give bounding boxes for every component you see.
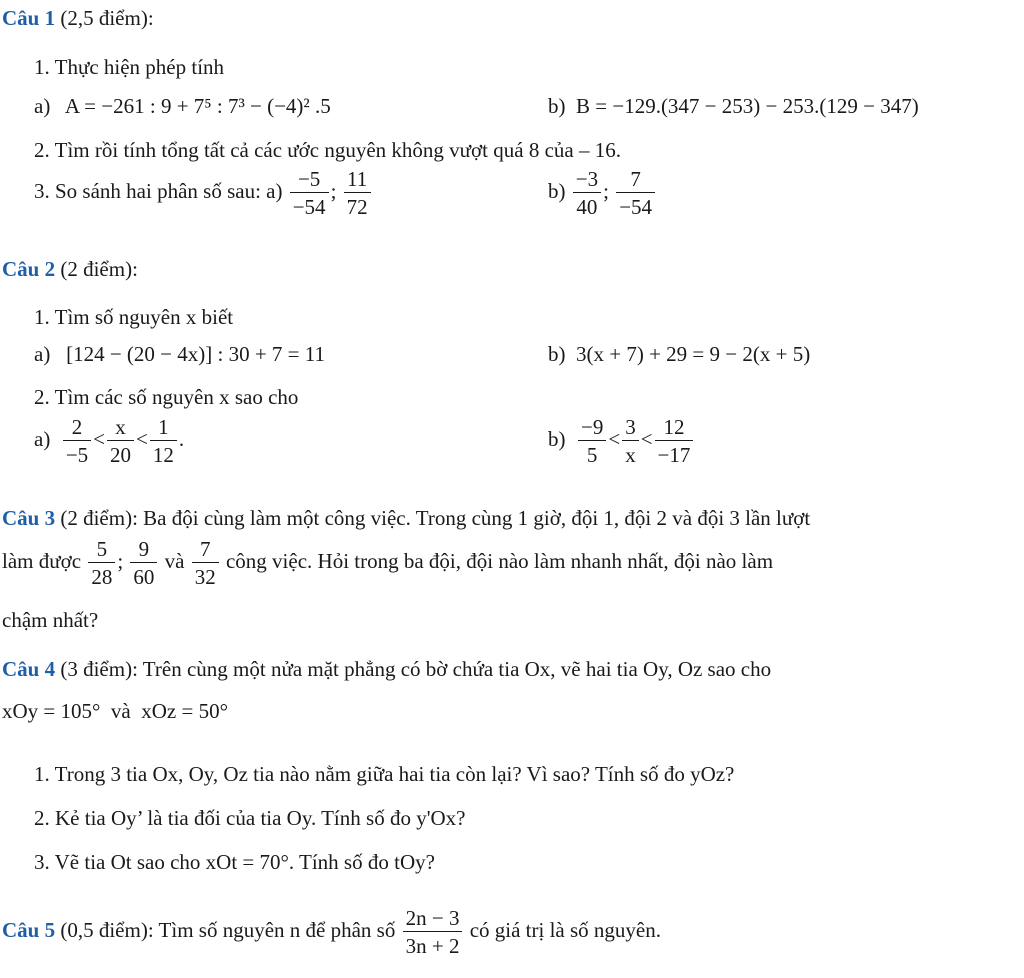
- question-2-heading: [2, 259, 138, 280]
- numerator: −5: [290, 168, 329, 193]
- separator: ;: [603, 178, 609, 203]
- fraction: [573, 168, 601, 218]
- q2b-label: b): [548, 342, 566, 366]
- question-3-heading: [2, 508, 810, 529]
- denominator: −17: [657, 443, 691, 468]
- fraction: [616, 168, 655, 218]
- q1-label: Câu 1: [2, 6, 56, 30]
- q1a-expression: A = −261 : 9 + 7⁵ : 7³ − (−4)² .5: [64, 94, 331, 118]
- fraction: [192, 538, 219, 588]
- q4-line-2: [2, 701, 228, 722]
- question-4-heading: [2, 659, 771, 680]
- period: .: [178, 426, 185, 451]
- numerator: −9: [578, 416, 606, 441]
- q2-2b-label: b): [548, 426, 566, 451]
- q3-text-a: làm được: [2, 548, 82, 573]
- q2-part-a: [34, 344, 325, 365]
- q4-item-1: 1. Trong 3 tia Ox, Oy, Oz tia nào nằm giữa hai tia còn lại? Vì sao? Tính số đo yOz?: [34, 762, 735, 786]
- q3-and: và: [164, 548, 185, 573]
- question-1-heading: [2, 8, 154, 29]
- fraction: [130, 538, 157, 588]
- q5-points: (0,5 điểm):: [60, 917, 154, 942]
- question-5-heading: [2, 907, 661, 957]
- angle-xoy: xOy = 105°: [2, 699, 101, 723]
- numerator: −3: [573, 168, 601, 193]
- q1b-label: b): [548, 94, 566, 118]
- less-than: <: [93, 426, 106, 451]
- q1-part-a: [34, 96, 331, 117]
- q1-3b-label: b): [548, 178, 566, 203]
- q2-points: (2 điểm):: [60, 257, 138, 281]
- q1-item-3-b: [548, 168, 657, 218]
- q4-label: Câu 4: [2, 657, 56, 681]
- numerator: 3: [622, 416, 639, 441]
- q1-points: (2,5 điểm):: [60, 6, 154, 30]
- q2-item-2: 2. Tìm các số nguyên x sao cho: [34, 385, 299, 409]
- denominator: −54: [619, 195, 653, 220]
- q4-text-line-1: Trên cùng một nửa mặt phẳng có bờ chứa tia Ox, vẽ hai tia Oy, Oz sao cho: [142, 657, 772, 681]
- q1-item-2: 2. Tìm rồi tính tổng tất cả các ước nguyên không vượt quá 8 của – 16.: [34, 138, 621, 162]
- q1-item-1: 1. Thực hiện phép tính: [34, 55, 225, 79]
- fraction: [622, 416, 639, 466]
- q3-text-b: công việc. Hỏi trong ba đội, đội nào làm nhanh nhất, đội nào làm: [225, 548, 774, 573]
- denominator: 3n + 2: [405, 934, 460, 959]
- numerator: 11: [344, 168, 371, 193]
- angle-xoz: xOz = 50°: [141, 699, 228, 723]
- q2-2a-label: a): [34, 426, 51, 451]
- q2a-label: a): [34, 342, 51, 366]
- q1-item-3: [34, 168, 373, 218]
- denominator: 28: [91, 565, 113, 590]
- q3-label: Câu 3: [2, 506, 56, 530]
- denominator: 40: [576, 195, 598, 220]
- q4-and: và: [110, 699, 131, 723]
- q2-item-1: 1. Tìm số nguyên x biết: [34, 305, 234, 329]
- fraction: [63, 416, 91, 466]
- numerator: 9: [130, 538, 157, 563]
- q1a-label: a): [34, 94, 51, 118]
- q2a-expression: [124 − (20 − 4x)] : 30 + 7 = 11: [66, 342, 325, 366]
- denominator: 5: [586, 443, 598, 468]
- numerator: 5: [88, 538, 115, 563]
- separator: ;: [330, 178, 337, 203]
- fraction: [107, 416, 134, 466]
- denominator: 32: [194, 565, 216, 590]
- denominator: 20: [110, 443, 132, 468]
- q3-text-line-1: Ba đội cùng làm một công việc. Trong cùng 1 giờ, đội 1, đội 2 và đội 3 lần lượt: [143, 506, 811, 530]
- numerator: 7: [192, 538, 219, 563]
- less-than: <: [608, 426, 621, 451]
- q2-2b: [548, 416, 695, 466]
- denominator: 72: [346, 195, 368, 220]
- numerator: x: [107, 416, 134, 441]
- fraction: [578, 416, 606, 466]
- numerator: 1: [150, 416, 177, 441]
- denominator: 12: [152, 443, 174, 468]
- q2-label: Câu 2: [2, 257, 56, 281]
- numerator: 12: [655, 416, 694, 441]
- numerator: 2: [63, 416, 91, 441]
- numerator: 2n − 3: [403, 907, 463, 932]
- q2-part-b: [548, 344, 810, 365]
- numerator: 7: [616, 168, 655, 193]
- q5-label: Câu 5: [2, 917, 56, 942]
- denominator: x: [625, 443, 636, 468]
- fraction: [403, 907, 463, 957]
- q5-text-b: có giá trị là số nguyên.: [469, 917, 661, 942]
- denominator: −5: [65, 443, 89, 468]
- q3-line-2: làm được $\frac{5}{28}$ ; $\frac{9}{60}$ và $\frac{7}{32}$ công việc. Hỏi trong ba đội, đội nào làm nhanh nhất, đội nào làm: [2, 537, 774, 590]
- q4-item-3: 3. Vẽ tia Ot sao cho xOt = 70°. Tính số đo tOy?: [34, 850, 435, 874]
- denominator: −54: [292, 195, 326, 220]
- less-than: <: [640, 426, 653, 451]
- fraction: [655, 416, 694, 466]
- fraction: [344, 168, 371, 218]
- less-than: <: [136, 426, 148, 451]
- q2-2a: [34, 416, 184, 466]
- q4-points: (3 điểm):: [60, 657, 138, 681]
- q1-item-3-text: 3. So sánh hai phân số sau: a): [34, 178, 283, 203]
- q4-item-2: 2. Kẻ tia Oy’ là tia đối của tia Oy. Tính số đo y'Ox?: [34, 806, 466, 830]
- fraction: [88, 538, 115, 588]
- fraction: [150, 416, 177, 466]
- q2b-expression: 3(x + 7) + 29 = 9 − 2(x + 5): [576, 342, 811, 366]
- q3-text-line-3: chậm nhất?: [2, 608, 99, 632]
- fraction: [290, 168, 329, 218]
- q3-points: (2 điểm):: [60, 506, 138, 530]
- q1b-expression: B = −129.(347 − 253) − 253.(129 − 347): [576, 94, 919, 118]
- q5-text-a: Tìm số nguyên n để phân số: [158, 917, 396, 942]
- q1-part-b: [548, 96, 919, 117]
- denominator: 60: [133, 565, 155, 590]
